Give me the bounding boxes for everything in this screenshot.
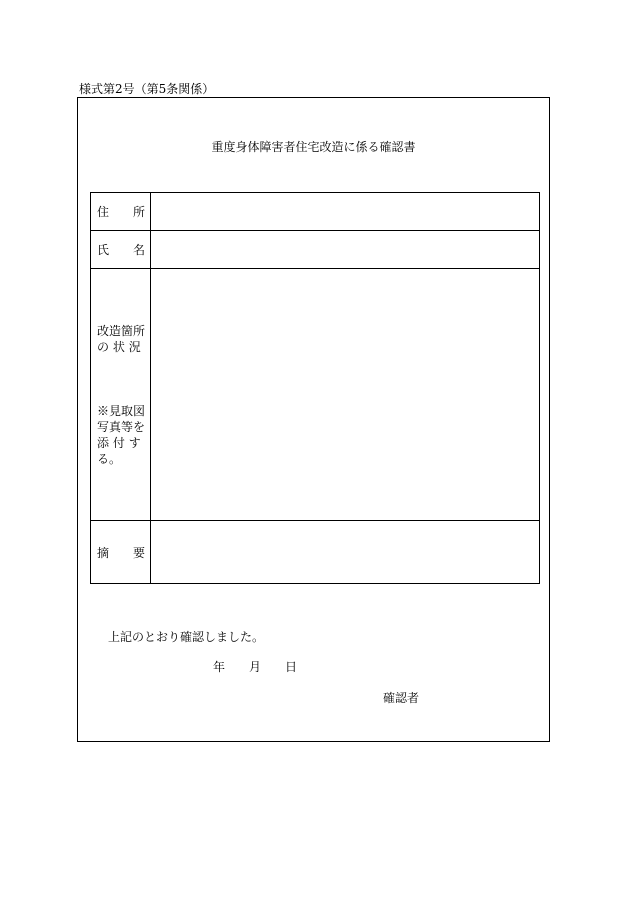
remarks-label-char: 要 — [132, 545, 145, 560]
state-label-line2 — [97, 339, 146, 355]
attachment-note-line4: る。 — [97, 451, 122, 466]
state-label-line1: 改造箇所 — [97, 323, 146, 338]
name-field[interactable] — [151, 231, 540, 269]
remarks-row — [91, 521, 540, 584]
attachment-note-char: す — [128, 435, 141, 450]
date-line — [213, 658, 297, 675]
address-field[interactable] — [151, 193, 540, 231]
day-unit: 日 — [285, 660, 298, 674]
state-label-char: 状 — [112, 339, 125, 354]
name-label-char: 氏 — [97, 243, 110, 257]
confirmation-statement: 上記のとおり確認しました。 — [108, 630, 265, 644]
state-label-char: 況 — [128, 339, 141, 354]
attachment-note-line3 — [97, 435, 146, 451]
attachment-note-line2: 写真等を — [97, 419, 146, 434]
document-title: 重度身体障害者住宅改造に係る確認書 — [211, 140, 416, 154]
address-row — [91, 193, 540, 231]
modification-state-field[interactable] — [151, 269, 540, 521]
attachment-note-char: 添 — [97, 435, 110, 450]
remarks-field[interactable] — [151, 521, 540, 584]
confirmer-label: 確認者 — [383, 691, 420, 705]
form-table — [90, 192, 540, 584]
remarks-label-char: 摘 — [97, 545, 110, 560]
attachment-note-char: 付 — [112, 435, 125, 450]
address-label-char: 住 — [97, 205, 110, 219]
document-frame — [77, 97, 550, 742]
year-unit: 年 — [213, 660, 226, 674]
name-label — [91, 231, 151, 269]
modification-state-row — [91, 269, 540, 521]
month-unit: 月 — [249, 660, 262, 674]
name-row — [91, 231, 540, 269]
modification-state-label — [91, 269, 151, 521]
remarks-label — [91, 521, 151, 584]
state-label-char: の — [97, 339, 110, 354]
form-number-label: 様式第2号（第5条関係） — [79, 82, 215, 96]
attachment-note-line1: ※見取図 — [97, 403, 146, 418]
address-label-char: 所 — [132, 205, 145, 219]
name-label-char: 名 — [132, 243, 145, 257]
address-label — [91, 193, 151, 231]
